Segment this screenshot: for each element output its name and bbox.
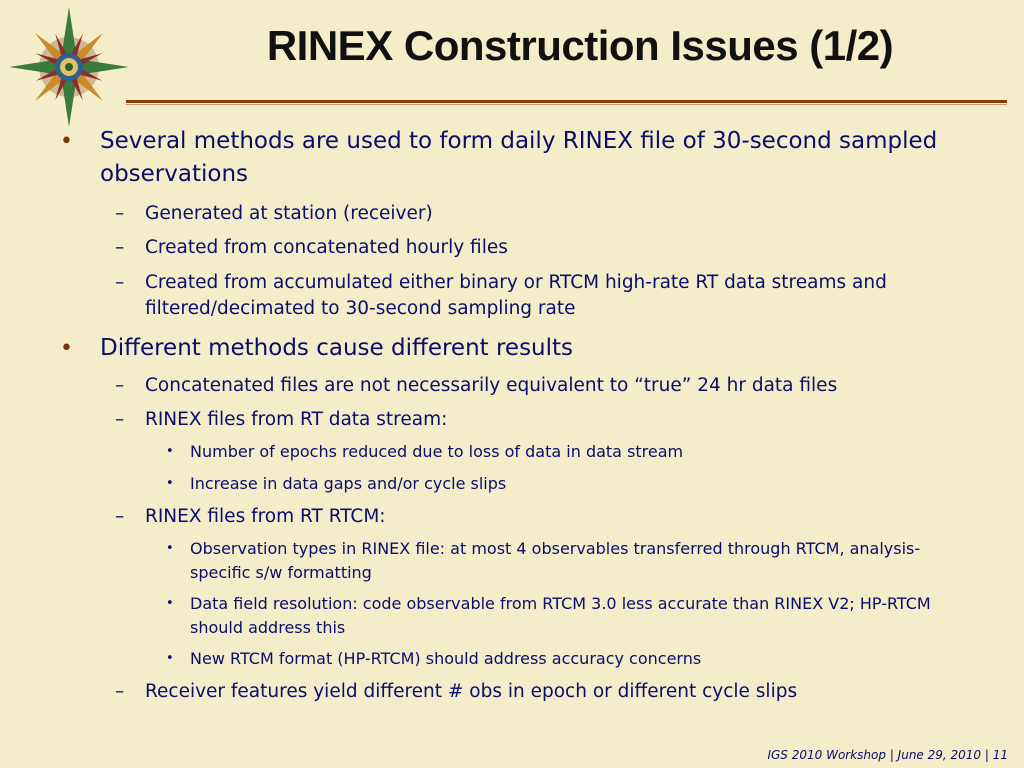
- sub-bullet-item: [115, 504, 935, 530]
- bullet-text: Several methods are used to form daily RINEX file of 30-second sampled observations: [100, 128, 938, 187]
- bullet-marker: •: [166, 541, 174, 556]
- bullet-marker: –: [115, 681, 125, 702]
- bullet-marker: •: [166, 651, 174, 666]
- sub-sub-bullet-item: [166, 537, 966, 585]
- sub-bullet-item: [115, 373, 935, 399]
- sub-bullet-item: [115, 270, 935, 322]
- bullet-text: Increase in data gaps and/or cycle slips: [190, 474, 507, 493]
- sub-sub-bullet-item: [166, 647, 966, 671]
- bullet-text: Receiver features yield different # obs in epoch or different cycle slips: [145, 681, 798, 702]
- sub-bullet-item: [115, 235, 935, 261]
- bullet-marker: –: [115, 237, 125, 258]
- bullet-marker: –: [115, 375, 125, 396]
- bullet-text: Number of epochs reduced due to loss of data in data stream: [190, 442, 684, 461]
- bullet-item: [60, 125, 960, 191]
- bullet-marker: •: [166, 444, 174, 459]
- sub-sub-bullet-item: [166, 472, 966, 496]
- bullet-marker: –: [115, 409, 125, 430]
- sub-sub-bullet-item: [166, 592, 966, 640]
- bullet-marker: •: [166, 476, 174, 491]
- bullet-text: Different methods cause different results: [100, 335, 574, 361]
- bullet-text: Observation types in RINEX file: at most 4 observables transferred through RTCM, analysis-specific s/w formatting: [190, 539, 921, 582]
- bullet-marker: •: [60, 129, 73, 154]
- bullet-text: Data field resolution: code observable from RTCM 3.0 less accurate than RINEX V2; HP-RTCM should address this: [190, 594, 931, 637]
- bullet-marker: –: [115, 203, 125, 224]
- bullet-text: Created from concatenated hourly files: [145, 237, 508, 258]
- bullet-marker: •: [60, 336, 73, 361]
- bullet-text: Generated at station (receiver): [145, 203, 433, 224]
- bullet-text: Concatenated files are not necessarily equivalent to “true” 24 hr data files: [145, 375, 838, 396]
- bullet-text: RINEX files from RT RTCM:: [145, 506, 386, 527]
- sub-bullet-item: [115, 407, 935, 433]
- slide-title: RINEX Construction Issues (1/2): [266, 22, 894, 69]
- sub-sub-bullet-item: [166, 440, 966, 464]
- bullet-marker: –: [115, 506, 125, 527]
- slide-footer: IGS 2010 Workshop | June 29, 2010 | 11: [767, 748, 1008, 762]
- bullet-text: RINEX files from RT data stream:: [145, 409, 448, 430]
- bullet-item: [60, 332, 960, 365]
- bullet-marker: –: [115, 272, 125, 293]
- bullet-text: New RTCM format (HP-RTCM) should address accuracy concerns: [190, 649, 702, 668]
- bullet-marker: •: [166, 596, 174, 611]
- sub-bullet-item: [115, 679, 935, 705]
- sub-bullet-item: [115, 201, 935, 227]
- bullet-text: Created from accumulated either binary or RTCM high-rate RT data streams and filtered/decimated to 30-second sampling rate: [145, 272, 887, 319]
